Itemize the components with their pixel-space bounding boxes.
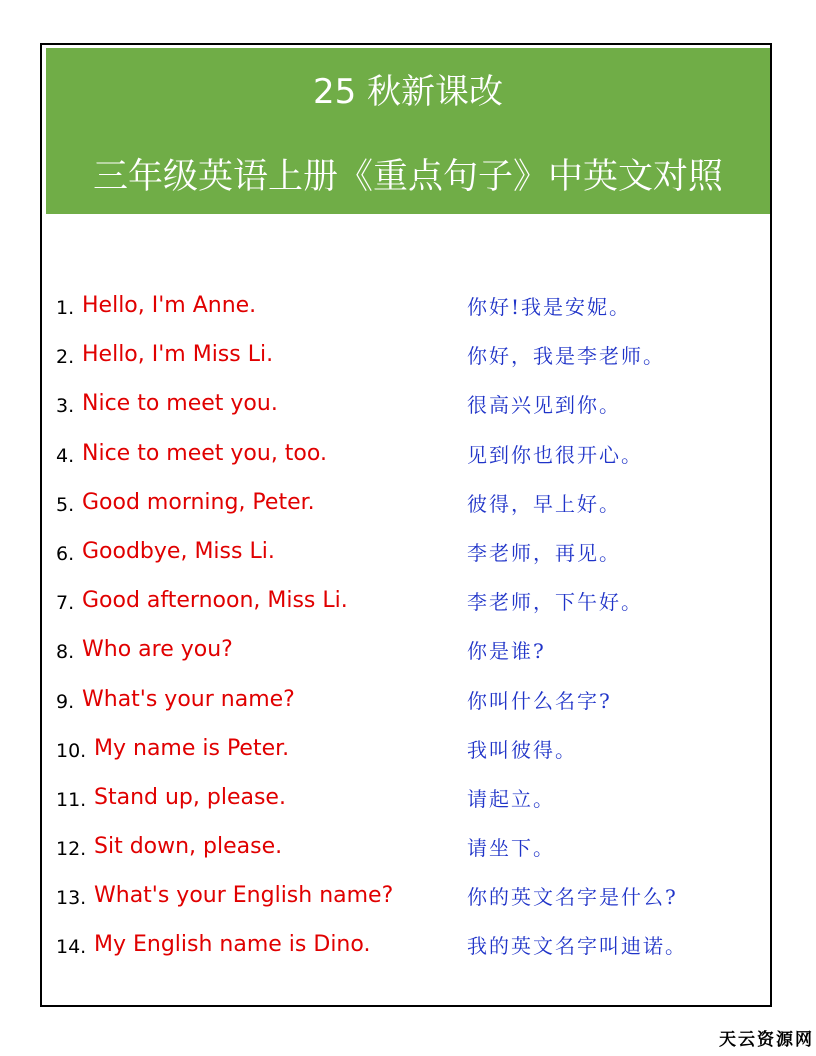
chinese-translation: 李老师，下午好。 <box>467 590 643 615</box>
english-sentence: Good afternoon, Miss Li. <box>82 588 348 614</box>
chinese-translation: 请坐下。 <box>467 836 555 861</box>
english-sentence: Nice to meet you, too. <box>82 440 327 466</box>
title-line-1: 25 秋新课改 <box>312 72 504 112</box>
sentence-row <box>56 726 766 775</box>
chinese-translation: 我叫彼得。 <box>467 737 577 762</box>
sentence-row <box>56 578 766 627</box>
chinese-translation: 李老师，再见。 <box>467 540 621 565</box>
sentence-row <box>56 480 766 529</box>
chinese-translation: 你好!我是安妮。 <box>467 295 632 319</box>
sentence-row <box>56 332 766 381</box>
english-sentence: Hello, I'm Miss Li. <box>82 342 274 368</box>
sentence-number: 8. <box>56 641 75 664</box>
sentence-row <box>56 775 766 824</box>
sentence-row <box>56 529 766 578</box>
chinese-translation: 很高兴见到你。 <box>467 393 621 418</box>
english-sentence: Good morning, Peter. <box>82 489 315 515</box>
english-sentence: Who are you? <box>82 637 233 663</box>
chinese-translation: 我的英文名字叫迪诺。 <box>467 934 687 959</box>
english-sentence: Stand up, please. <box>94 784 286 810</box>
english-sentence: My name is Peter. <box>94 735 290 761</box>
sentence-number: 9. <box>56 690 75 713</box>
sentence-row <box>56 824 766 873</box>
english-sentence: What's your name? <box>82 686 295 712</box>
chinese-translation: 你的英文名字是什么? <box>467 885 678 910</box>
english-sentence: Nice to meet you. <box>82 391 278 417</box>
sentence-number: 13. <box>56 887 87 910</box>
sentence-list <box>56 283 766 972</box>
chinese-translation: 彼得，早上好。 <box>467 491 621 516</box>
sentence-number: 12. <box>56 838 87 861</box>
sentence-row <box>56 283 766 332</box>
english-sentence: What's your English name? <box>94 883 394 909</box>
english-sentence: Sit down, please. <box>94 834 283 860</box>
sentence-number: 14. <box>56 936 87 959</box>
sentence-number: 6. <box>56 542 75 565</box>
title-line-2: 三年级英语上册《重点句子》中英文对照 <box>92 157 723 197</box>
english-sentence: My English name is Dino. <box>94 932 371 958</box>
sentence-row <box>56 922 766 971</box>
sentence-row <box>56 873 766 922</box>
sentence-number: 3. <box>56 395 75 418</box>
chinese-translation: 见到你也很开心。 <box>467 442 643 467</box>
sentence-number: 4. <box>56 444 75 467</box>
sentence-number: 1. <box>56 297 75 319</box>
chinese-translation: 你好，我是李老师。 <box>467 344 665 369</box>
english-sentence: Goodbye, Miss Li. <box>82 538 275 564</box>
sentence-number: 11. <box>56 788 87 811</box>
watermark: 天云资源网 <box>719 1030 814 1050</box>
title-banner <box>46 48 770 214</box>
chinese-translation: 你是谁? <box>467 639 546 664</box>
english-sentence: Hello, I'm Anne. <box>82 293 257 318</box>
sentence-number: 10. <box>56 739 87 762</box>
sentence-row <box>56 381 766 430</box>
sentence-row <box>56 431 766 480</box>
sentence-number: 2. <box>56 346 75 369</box>
chinese-translation: 请起立。 <box>467 786 555 811</box>
sentence-number: 7. <box>56 592 75 615</box>
sentence-row <box>56 677 766 726</box>
sentence-row <box>56 627 766 676</box>
chinese-translation: 你叫什么名字? <box>467 688 612 713</box>
sentence-number: 5. <box>56 493 75 516</box>
